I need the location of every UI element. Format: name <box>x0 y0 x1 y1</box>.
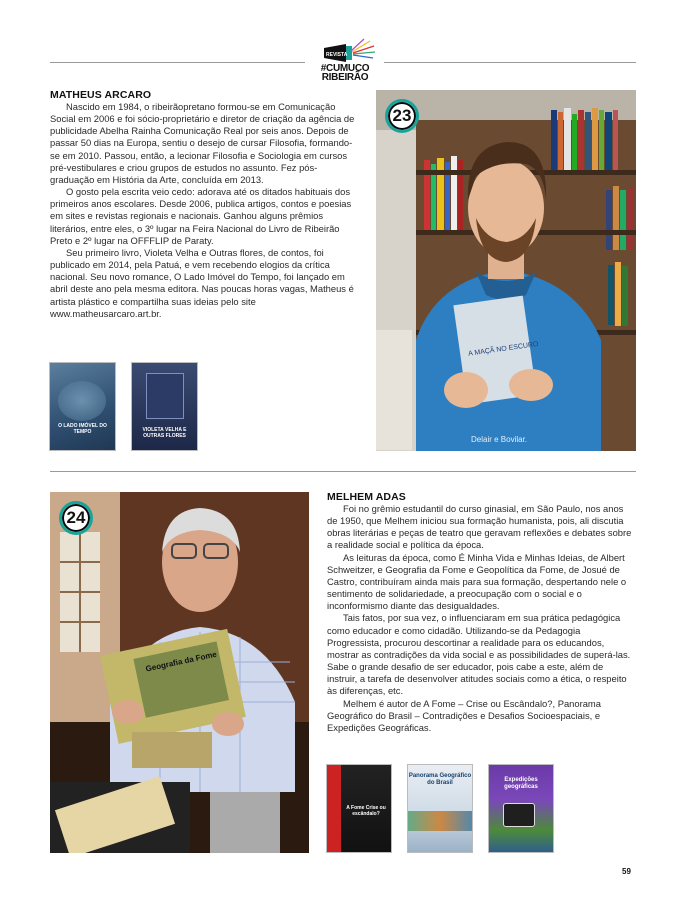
magazine-logo <box>312 38 378 82</box>
person2-paragraph: Melhem é autor de A Fome – Crise ou Escândalo?, Panorama Geográfico do Brasil – Contradições e Desafios Socioespaciais, e Expedições Geográficas. <box>327 697 601 733</box>
page-number: 59 <box>622 867 631 876</box>
person2-paragraph: As leituras da época, como É Minha Vida e Minhas Ideias, de Albert Schweitzer, e Geografia da Fome e Geopolítica da Fome, de Josué de Castro, contribuíram ainda mais para sua formação, despertando nele o sentimento de solidariedade, a preocupação com o social e o inconformismo diante das desigualdades. <box>327 551 627 612</box>
person2-paragraph: Tais fatos, por sua vez, o influenciaram em sua prática pedagógica como educador e como cidadão. Utilizando-se da Pedagogia Progressista, procurou descortinar a realidade para os educandos, mostrar as contradições da vida social e as possibilidades de superá-las. Sabe o grande desafio de ser educador, pois cabe a este, além de instruir, a tarefa de desenvolver atitudes sociais como a ética, o respeito às diferenças, etc. <box>327 612 631 697</box>
shirt-text: Delair e Bovilar. <box>471 435 528 444</box>
svg-text:REVISTA: REVISTA <box>326 52 348 58</box>
cover-title: Panorama Geográfico do Brasil <box>408 773 472 786</box>
person1-paragraph: O gosto pela escrita veio cedo: adorava até os ditados habituais dos primeiros anos escolares. Desde 2006, publica artigos, contos e poesias em sites e revistas regionais e nacionais. Ganhou alguns prêmios literários, entre eles, o 3º lugar na Feira Nacional do Livro de Ribeirão Preto e 2º lugar na OFFFLIP de Paraty. <box>50 186 352 246</box>
book-cover-violeta-velha <box>132 363 197 450</box>
person1-paragraph: Nascido em 1984, o ribeirãopretano formou-se em Comunicação Social em 2006 e foi sócio-proprietário e diretor de criação da agência de publicidade Abelha Rainha Comunicação Real por seis anos. Depois de passar 50 dias na Europa, sentiu o desejo de cursar Filosofia, formando-se em 2010. Passou, então, a lecionar Filosofia e Sociologia em cursos pré-vestibulares e criou grupos de estudos no assunto. Fez pós-graduação em História da Arte, concluída em 2013. <box>50 101 355 185</box>
held-book-title: A MAÇÃ NO ESCURO <box>467 340 539 358</box>
book-cover-expedicoes-geograficas <box>489 765 553 852</box>
cover-title: O LADO IMÓVEL DO TEMPO <box>58 423 107 435</box>
person2-bio <box>327 503 636 734</box>
person2-paragraph: Foi no grêmio estudantil do curso ginasial, em São Paulo, nos anos de 1950, que Melhem iniciou sua formação humanista, pois, ali discutia obras literárias e peças de teatro que geravam reflexões e debates sobre a realidade social e política da época. <box>327 503 632 551</box>
number-badge-24: 24 <box>59 501 93 535</box>
book-cover-a-fome <box>327 765 391 852</box>
book-cover-o-lado-imovel <box>50 363 115 450</box>
number-badge-23: 23 <box>385 99 419 133</box>
matheus-arcaro-photo <box>376 90 636 451</box>
melhem-adas-photo <box>50 492 309 853</box>
top-rule-right <box>384 62 636 63</box>
section-divider <box>50 471 636 472</box>
person1-bio <box>50 101 359 320</box>
person2-name: MELHEM ADAS <box>327 491 406 503</box>
logo-text: #CUMUCO RIBEIRÃO <box>320 63 370 83</box>
cover-title: A Fome Crise ou escândalo? <box>346 805 386 817</box>
person1-name: MATHEUS ARCARO <box>50 89 152 101</box>
person1-paragraph: Seu primeiro livro, Violeta Velha e Outras flores, de contos, foi publicado em 2014, pela Patuá, e vem recebendo elogios da crítica nacional. Seu novo romance, O Lado Imóvel do Tempo, foi lançado em abril deste ano pela mesma editora. Nas poucas horas vagas, Matheus é artista plástico e compartilha suas ideias pelo site www.matheusarcaro.art.br. <box>50 246 354 319</box>
held-book-title: Geografia da Fome <box>144 649 218 674</box>
cover-title: Expedições geográficas <box>504 777 538 790</box>
top-rule <box>50 62 305 63</box>
book-cover-panorama-geografico <box>408 765 472 852</box>
cover-title: VIOLETA VELHA E OUTRAS FLORES <box>142 427 187 439</box>
